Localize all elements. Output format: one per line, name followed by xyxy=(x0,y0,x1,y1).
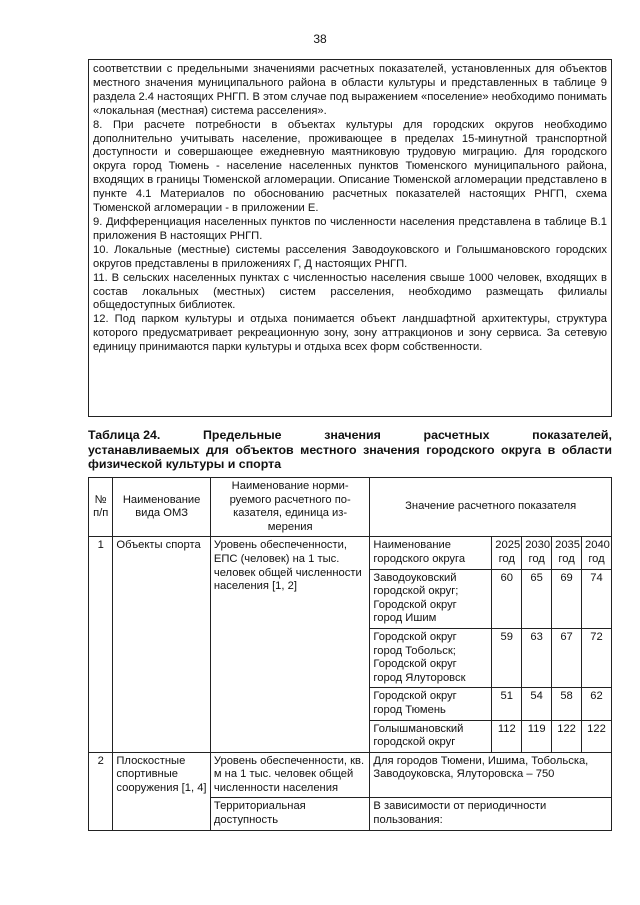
sub-row-value: 65 xyxy=(522,569,552,628)
row-type: Плоскостные спортивные сооружения [1, 4] xyxy=(113,752,211,830)
sub-row-value: 63 xyxy=(522,628,552,687)
row-indicator: Уровень обеспеченности, кв. м на 1 тыс. человек общей численности населения xyxy=(210,752,370,798)
sub-row-name: Городской округ город Тюмень xyxy=(370,688,492,720)
row-num: 1 xyxy=(89,537,113,752)
sub-row-value: 74 xyxy=(582,569,612,628)
row-indicator: Уровень обеспеченности, ЕПС (человек) на 1 тыс. человек общей численности населения [1, 2] xyxy=(210,537,370,752)
table-title-label: Таблица 24. xyxy=(88,428,161,442)
header-num: № п/п xyxy=(89,478,113,537)
sub-row-value: 51 xyxy=(492,688,522,720)
note-paragraph: 8. При расчете потребности в объектах культуры для городских округов необходимо дополнительно учитывать население, проживающее в пределах 15-минутной транспортной доступности и совершающее ежедневную маятниковую трудовую миграцию. Для городского округа город Тюмень - население населенных пунктов Тюменского муниципального района, входящих в границы Тюменской агломерации. Описание Тюменской агломерации представлено в пункте 4.1 Материалов по обоснованию расчетных показателей настоящих РНГП, схема Тюменской агломерации - в приложении Е. xyxy=(93,118,607,215)
sub-row-name: Городской округ город Тобольск; Городской округ город Ялуторовск xyxy=(370,628,492,687)
table-title-word: значения xyxy=(324,428,381,442)
sub-row-value: 119 xyxy=(522,720,552,752)
header-value: Значение расчетного показателя xyxy=(370,478,612,537)
sub-row-value: 60 xyxy=(492,569,522,628)
row-value: Для городов Тюмени, Ишима, Тобольска, Заводоуковска, Ялуторовска – 750 xyxy=(370,752,612,798)
sub-row-value: 58 xyxy=(552,688,582,720)
sub-row-value: 69 xyxy=(552,569,582,628)
sub-header-year: 2040 год xyxy=(582,537,612,569)
table-row xyxy=(89,537,612,569)
note-paragraph: 12. Под парком культуры и отдыха понимается объект ландшафтной архитектуры, структура которого предусматривает рекреационную зону, зону аттракционов и зону сервиса. За сетевую единицу принимаются парки культуры и отдыха всех форм собственности. xyxy=(93,313,607,354)
sub-row-name: Голышмановский городской округ xyxy=(370,720,492,752)
sub-header-year: 2035 год xyxy=(552,537,582,569)
table-title xyxy=(88,428,612,472)
sub-row-value: 122 xyxy=(582,720,612,752)
table-row xyxy=(89,752,612,798)
header-type: Наименование вида ОМЗ xyxy=(113,478,211,537)
sub-row-value: 62 xyxy=(582,688,612,720)
row-value: В зависимости от периодичности пользования: xyxy=(370,798,612,830)
sub-row-value: 67 xyxy=(552,628,582,687)
indicators-table xyxy=(88,477,612,831)
sub-row-value: 59 xyxy=(492,628,522,687)
sub-header-year: 2025 год xyxy=(492,537,522,569)
sub-row-value: 122 xyxy=(552,720,582,752)
sub-row-value: 72 xyxy=(582,628,612,687)
note-paragraph: 10. Локальные (местные) системы расселения Заводоуковского и Голышмановского городских округов представлены в приложениях Г, Д настоящих РНГП. xyxy=(93,243,607,270)
row-indicator: Территориальная доступность xyxy=(210,798,370,830)
table-title-word: Предельные xyxy=(202,428,282,442)
sub-row-name: Заводоуковский городской округ; Городской округ город Ишим xyxy=(370,569,492,628)
note-paragraph: 11. В сельских населенных пунктах с численностью населения свыше 1000 человек, входящих в состав локальных (местных) систем расселения, необходимо размещать филиалы общедоступных библиотек. xyxy=(93,271,607,312)
header-indicator: Наименование норми-руемого расчетного по-казателя, единица из-мерения xyxy=(210,478,370,537)
row-type: Объекты спорта xyxy=(113,537,211,752)
sub-row-value: 54 xyxy=(522,688,552,720)
notes-box xyxy=(88,59,612,417)
table-title-rest: устанавливаемых для объектов местного значения городского округа в области физической культуры и спорта xyxy=(88,442,612,472)
page-number: 38 xyxy=(313,32,327,46)
table-title-word: расчетных xyxy=(423,428,490,442)
sub-header-year: 2030 год xyxy=(522,537,552,569)
note-paragraph: соответствии с предельными значениями расчетных показателей, установленных для объектов местного значения муниципального района в области культуры и представленных в таблице 9 раздела 2.4 настоящих РНГП. В этом случае под выражением «поселение» необходимо понимать «локальная (местная) система расселения». xyxy=(93,63,607,117)
table-header-row xyxy=(89,478,612,537)
sub-row-value: 112 xyxy=(492,720,522,752)
note-paragraph: 9. Дифференциация населенных пунктов по численности населения представлена в таблице В.1 приложения В настоящих РНГП. xyxy=(93,215,607,242)
sub-header-name: Наименование городского округа xyxy=(370,537,492,569)
row-num: 2 xyxy=(89,752,113,830)
table-title-word: показателей, xyxy=(532,428,612,442)
